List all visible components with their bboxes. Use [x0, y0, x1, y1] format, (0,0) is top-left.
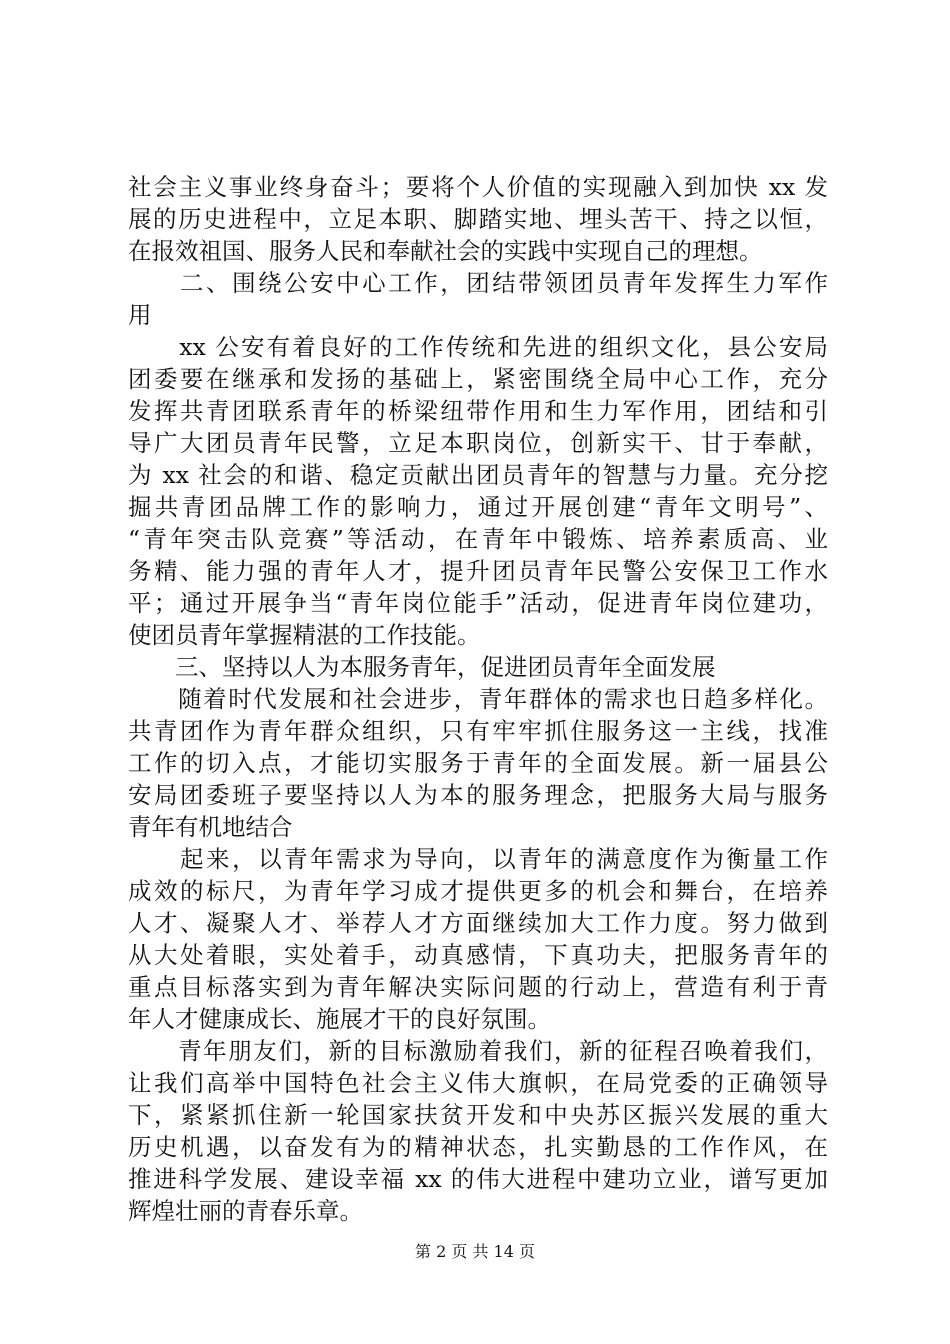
text-line: 平；通过开展争当“青年岗位能手”活动，促进青年岗位建功，	[128, 589, 828, 617]
text-line: 青年有机地结合	[128, 813, 293, 841]
text-line: 使团员青年掌握精湛的工作技能。	[128, 621, 481, 649]
page-footer: 第 2 页 共 14 页	[415, 1242, 535, 1261]
text-line: 工作的切入点，才能切实服务于青年的全面发展。新一届县公	[128, 749, 828, 777]
text-line: 年人才健康成长、施展才干的良好氛围。	[128, 1005, 551, 1033]
text-line: 青年朋友们，新的目标激励着我们，新的征程召唤着我们，	[128, 1037, 828, 1065]
text-line: xx 公安有着良好的工作传统和先进的组织文化，县公安局	[128, 333, 828, 361]
text-line: 历史机遇，以奋发有为的精神状态，扎实勤恳的工作作风，在	[128, 1133, 828, 1161]
text-line: 发挥共青团联系青年的桥梁纽带作用和生力军作用，团结和引	[128, 397, 828, 425]
text-line: 务精、能力强的青年人才，提升团员青年民警公安保卫工作水	[128, 557, 828, 585]
text-line: 共青团作为青年群众组织，只有牢牢抓住服务这一主线，找准	[128, 717, 828, 745]
text-line: 让我们高举中国特色社会主义伟大旗帜，在局党委的正确领导	[128, 1069, 828, 1097]
text-line: 安局团委班子要坚持以人为本的服务理念，把服务大局与服务	[128, 781, 828, 809]
text-line: 成效的标尺，为青年学习成才提供更多的机会和舞台，在培养	[128, 877, 828, 905]
text-line: 团委要在继承和发扬的基础上，紧密围绕全局中心工作，充分	[128, 365, 828, 393]
text-line: 展的历史进程中，立足本职、脚踏实地、埋头苦干、持之以恒，	[128, 205, 828, 233]
text-line: 导广大团员青年民警，立足本职岗位，创新实干、甘于奉献，	[128, 429, 828, 457]
section-heading: 三、坚持以人为本服务青年，促进团员青年全面发展	[128, 653, 716, 681]
text-line: 为 xx 社会的和谐、稳定贡献出团员青年的智慧与力量。充分挖	[128, 461, 828, 489]
text-line: 下，紧紧抓住新一轮国家扶贫开发和中央苏区振兴发展的重大	[128, 1101, 828, 1129]
text-line: 推进科学发展、建设幸福 xx 的伟大进程中建功立业，谱写更加	[128, 1165, 828, 1193]
text-line: 辉煌壮丽的青春乐章。	[128, 1197, 363, 1225]
text-line: 社会主义事业终身奋斗；要将个人价值的实现融入到加快 xx 发	[128, 173, 828, 201]
section-heading: 二、围绕公安中心工作，团结带领团员青年发挥生力军作	[128, 269, 828, 297]
text-line: 人才、凝聚人才、举荐人才方面继续加大工作力度。努力做到	[128, 909, 828, 937]
text-line: 掘共青团品牌工作的影响力，通过开展创建“青年文明号”、	[128, 493, 828, 521]
section-heading: 用	[128, 301, 152, 329]
text-line: “青年突击队竞赛”等活动，在青年中锻炼、培养素质高、业	[128, 525, 828, 553]
text-line: 在报效祖国、服务人民和奉献社会的实践中实现自己的理想。	[128, 237, 763, 265]
text-line: 重点目标落实到为青年解决实际问题的行动上，营造有利于青	[128, 973, 828, 1001]
text-line: 起来，以青年需求为导向，以青年的满意度作为衡量工作	[128, 845, 828, 873]
text-line: 从大处着眼，实处着手，动真感情，下真功夫，把服务青年的	[128, 941, 828, 969]
text-line: 随着时代发展和社会进步，青年群体的需求也日趋多样化。	[128, 685, 828, 713]
